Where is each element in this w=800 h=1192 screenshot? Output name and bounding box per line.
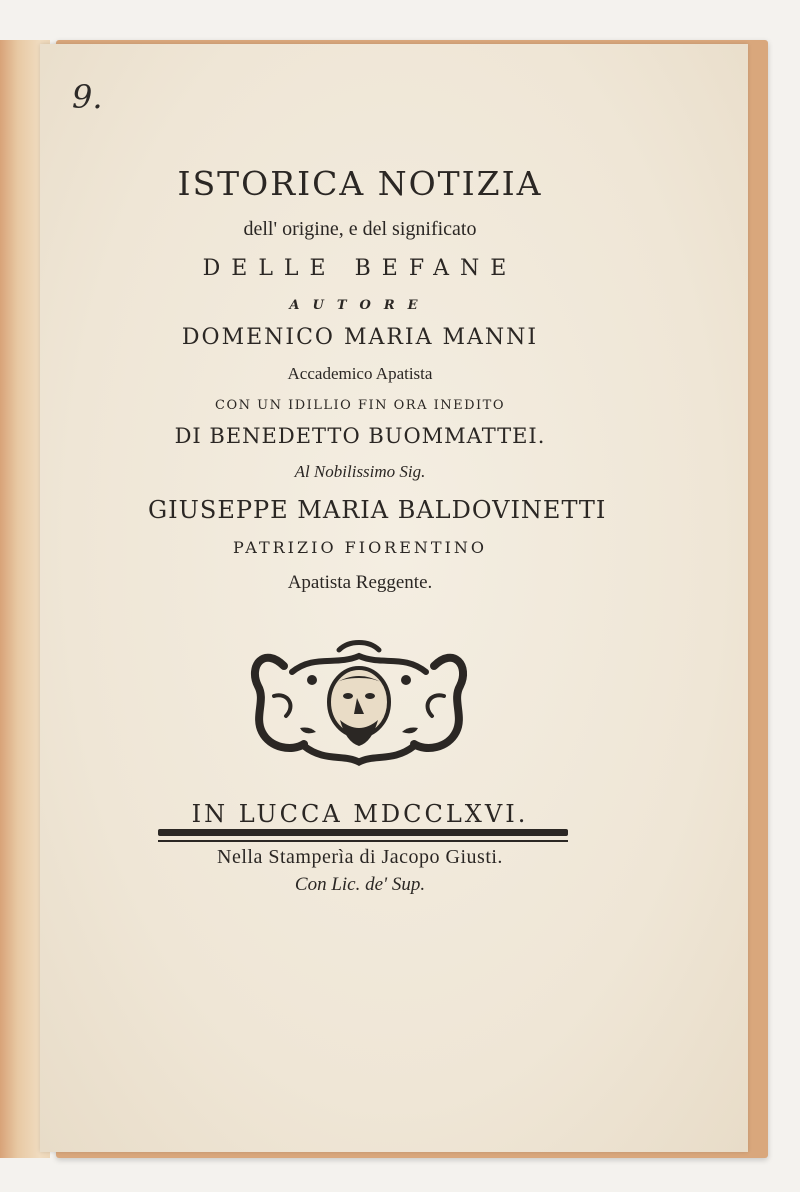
dedicatee-name: GIUSEPPE MARIA BALDOVINETTI — [148, 496, 607, 524]
imprint-place-date: IN LUCCA MDCCLXVI. — [191, 800, 529, 828]
idillio-author: DI BENEDETTO BUOMMATTEI. — [174, 424, 546, 448]
dedication-prefix: Al Nobilissimo Sig. — [294, 462, 426, 481]
imprint-rule-thick — [158, 829, 568, 836]
imprint-rule-thin — [158, 840, 568, 842]
author-role: Accademico Apatista — [287, 364, 433, 383]
subtitle-line-2: DELLE BEFANE — [202, 256, 518, 281]
book-title: ISTORICA NOTIZIA — [177, 164, 543, 203]
dedicatee-role: Apatista Reggente. — [287, 572, 433, 593]
author-label: AUTORE — [289, 298, 431, 313]
license-line: Con Lic. de' Sup. — [294, 874, 426, 895]
woodcut-mask-ornament-icon — [244, 636, 474, 766]
author-name: DOMENICO MARIA MANNI — [181, 325, 539, 350]
idillio-line: CON UN IDILLIO FIN ORA INEDITO — [215, 398, 505, 413]
printer-line: Nella Stamperìa di Jacopo Giusti. — [217, 846, 503, 868]
handwritten-shelf-mark: 9. — [72, 78, 103, 116]
dedicatee-title: PATRIZIO FIORENTINO — [232, 538, 488, 557]
subtitle-line-1: dell' origine, e del significato — [243, 218, 477, 240]
title-page — [40, 44, 748, 1152]
